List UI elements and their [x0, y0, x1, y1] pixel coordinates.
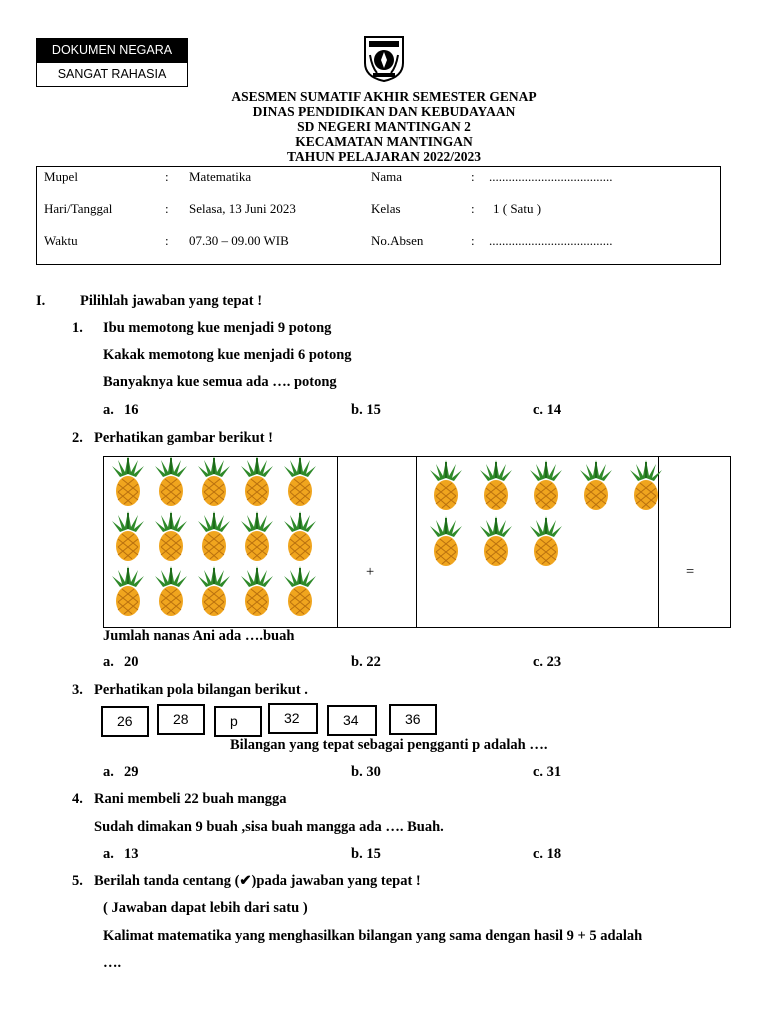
q3-line-2: Bilangan yang tepat sebagai pengganti p adalah ….: [230, 737, 548, 753]
waktu-label: Waktu: [44, 233, 78, 248]
q2-option-a-value[interactable]: 20: [124, 654, 139, 670]
q1-number: 1.: [72, 320, 83, 336]
colon: :: [165, 201, 169, 216]
pineapple-icon: [151, 564, 191, 623]
pattern-box-unknown: p: [214, 706, 262, 737]
q1-option-c[interactable]: c. 14: [533, 402, 562, 418]
pineapple-icon: [280, 564, 320, 623]
waktu-value: 07.30 – 09.00 WIB: [189, 233, 289, 248]
pineapple-icon: [626, 458, 666, 517]
school-emblem-icon: [359, 33, 409, 83]
pattern-box: 26: [101, 706, 149, 737]
stamp-line-1: DOKUMEN NEGARA: [37, 39, 187, 63]
classification-stamp: [36, 38, 188, 87]
pattern-box: 32: [268, 703, 318, 734]
pineapple-icon: [194, 454, 234, 513]
q1-line-3: Banyaknya kue semua ada …. potong: [103, 374, 337, 390]
q2-number: 2.: [72, 430, 83, 446]
q1-line-2: Kakak memotong kue menjadi 6 potong: [103, 347, 352, 363]
q4-line-2: Sudah dimakan 9 buah ,sisa buah mangga ada …. Buah.: [94, 819, 444, 835]
q4-option-a-letter[interactable]: a.: [103, 846, 114, 862]
hari-value: Selasa, 13 Juni 2023: [189, 201, 296, 216]
nama-field[interactable]: ......................................: [489, 169, 613, 184]
plus-sign: +: [366, 564, 375, 580]
q1-line-1: Ibu memotong kue menjadi 9 potong: [103, 320, 332, 336]
q4-option-a-value[interactable]: 13: [124, 846, 139, 862]
header-line-2: DINAS PENDIDIKAN DAN KEBUDAYAAN: [252, 104, 516, 119]
absen-label: No.Absen: [371, 233, 424, 248]
section-title: Pilihlah jawaban yang tepat !: [80, 293, 263, 309]
colon: :: [471, 233, 475, 248]
pineapple-icon: [237, 509, 277, 568]
q2-line-1: Perhatikan gambar berikut !: [94, 430, 273, 446]
colon: :: [471, 169, 475, 184]
identity-box: [36, 166, 721, 265]
hari-label: Hari/Tanggal: [44, 201, 113, 216]
pineapple-icon: [237, 564, 277, 623]
pineapple-icon: [237, 454, 277, 513]
pineapple-icon: [280, 454, 320, 513]
colon: :: [471, 201, 475, 216]
pattern-box: 28: [157, 704, 205, 735]
header-line-4: KECAMATAN MANTINGAN: [295, 134, 473, 149]
q3-option-c[interactable]: c. 31: [533, 764, 562, 780]
q2-option-c[interactable]: c. 23: [533, 654, 562, 670]
q1-option-b[interactable]: b. 15: [351, 402, 381, 418]
pineapple-icon: [194, 509, 234, 568]
pineapple-icon: [280, 509, 320, 568]
q4-number: 4.: [72, 791, 83, 807]
q2-caption: Jumlah nanas Ani ada ….buah: [103, 628, 295, 644]
nama-label: Nama: [371, 169, 403, 184]
pineapple-icon: [426, 514, 466, 573]
header: [0, 89, 768, 164]
stamp-line-2: SANGAT RAHASIA: [57, 67, 167, 81]
q4-line-1: Rani membeli 22 buah mangga: [94, 791, 287, 807]
q2-option-a-letter[interactable]: a.: [103, 654, 114, 670]
q2-option-b[interactable]: b. 22: [351, 654, 381, 670]
pineapple-icon: [526, 458, 566, 517]
kelas-label: Kelas: [371, 201, 401, 216]
pineapple-icon: [151, 454, 191, 513]
q4-option-b[interactable]: b. 15: [351, 846, 381, 862]
pineapple-icon: [476, 458, 516, 517]
section-number: I.: [36, 293, 46, 309]
q3-option-a-value[interactable]: 29: [124, 764, 139, 780]
pineapple-icon: [194, 564, 234, 623]
kelas-value: 1 ( Satu ): [493, 201, 542, 216]
q5-line-1: Berilah tanda centang (✔)pada jawaban yang tepat !: [94, 873, 421, 889]
mupel-value: Matematika: [189, 169, 252, 184]
q4-option-c[interactable]: c. 18: [533, 846, 562, 862]
pineapple-icon: [426, 458, 466, 517]
q3-option-a-letter[interactable]: a.: [103, 764, 114, 780]
pineapple-icon: [108, 509, 148, 568]
q1-option-a-value[interactable]: 16: [124, 402, 139, 418]
equals-sign: =: [686, 564, 695, 580]
q5-line-2: ( Jawaban dapat lebih dari satu ): [103, 900, 308, 916]
header-line-1: ASESMEN SUMATIF AKHIR SEMESTER GENAP: [231, 89, 537, 104]
pineapple-group-right: [426, 458, 656, 574]
pineapple-icon: [576, 458, 616, 517]
q3-line-1: Perhatikan pola bilangan berikut .: [94, 682, 308, 698]
table-divider: [337, 456, 338, 627]
header-line-5: TAHUN PELAJARAN 2022/2023: [286, 149, 481, 164]
header-line-3: SD NEGERI MANTINGAN 2: [297, 119, 471, 134]
pineapple-icon: [476, 514, 516, 573]
pineapple-group-left: [108, 454, 324, 624]
mupel-label: Mupel: [44, 169, 78, 184]
q1-option-a-letter[interactable]: a.: [103, 402, 114, 418]
colon: :: [165, 233, 169, 248]
absen-field[interactable]: ......................................: [489, 233, 613, 248]
pattern-box: 34: [327, 705, 377, 736]
pineapple-icon: [108, 564, 148, 623]
q3-option-b[interactable]: b. 30: [351, 764, 381, 780]
pineapple-icon: [151, 509, 191, 568]
pattern-box: 36: [389, 704, 437, 735]
colon: :: [165, 169, 169, 184]
q3-number: 3.: [72, 682, 83, 698]
table-divider: [416, 456, 417, 627]
pineapple-icon: [526, 514, 566, 573]
pineapple-icon: [108, 454, 148, 513]
q5-line-3: Kalimat matematika yang menghasilkan bilangan yang sama dengan hasil 9 + 5 adalah: [103, 928, 643, 944]
q5-line-4: ….: [103, 955, 122, 971]
q5-number: 5.: [72, 873, 83, 889]
